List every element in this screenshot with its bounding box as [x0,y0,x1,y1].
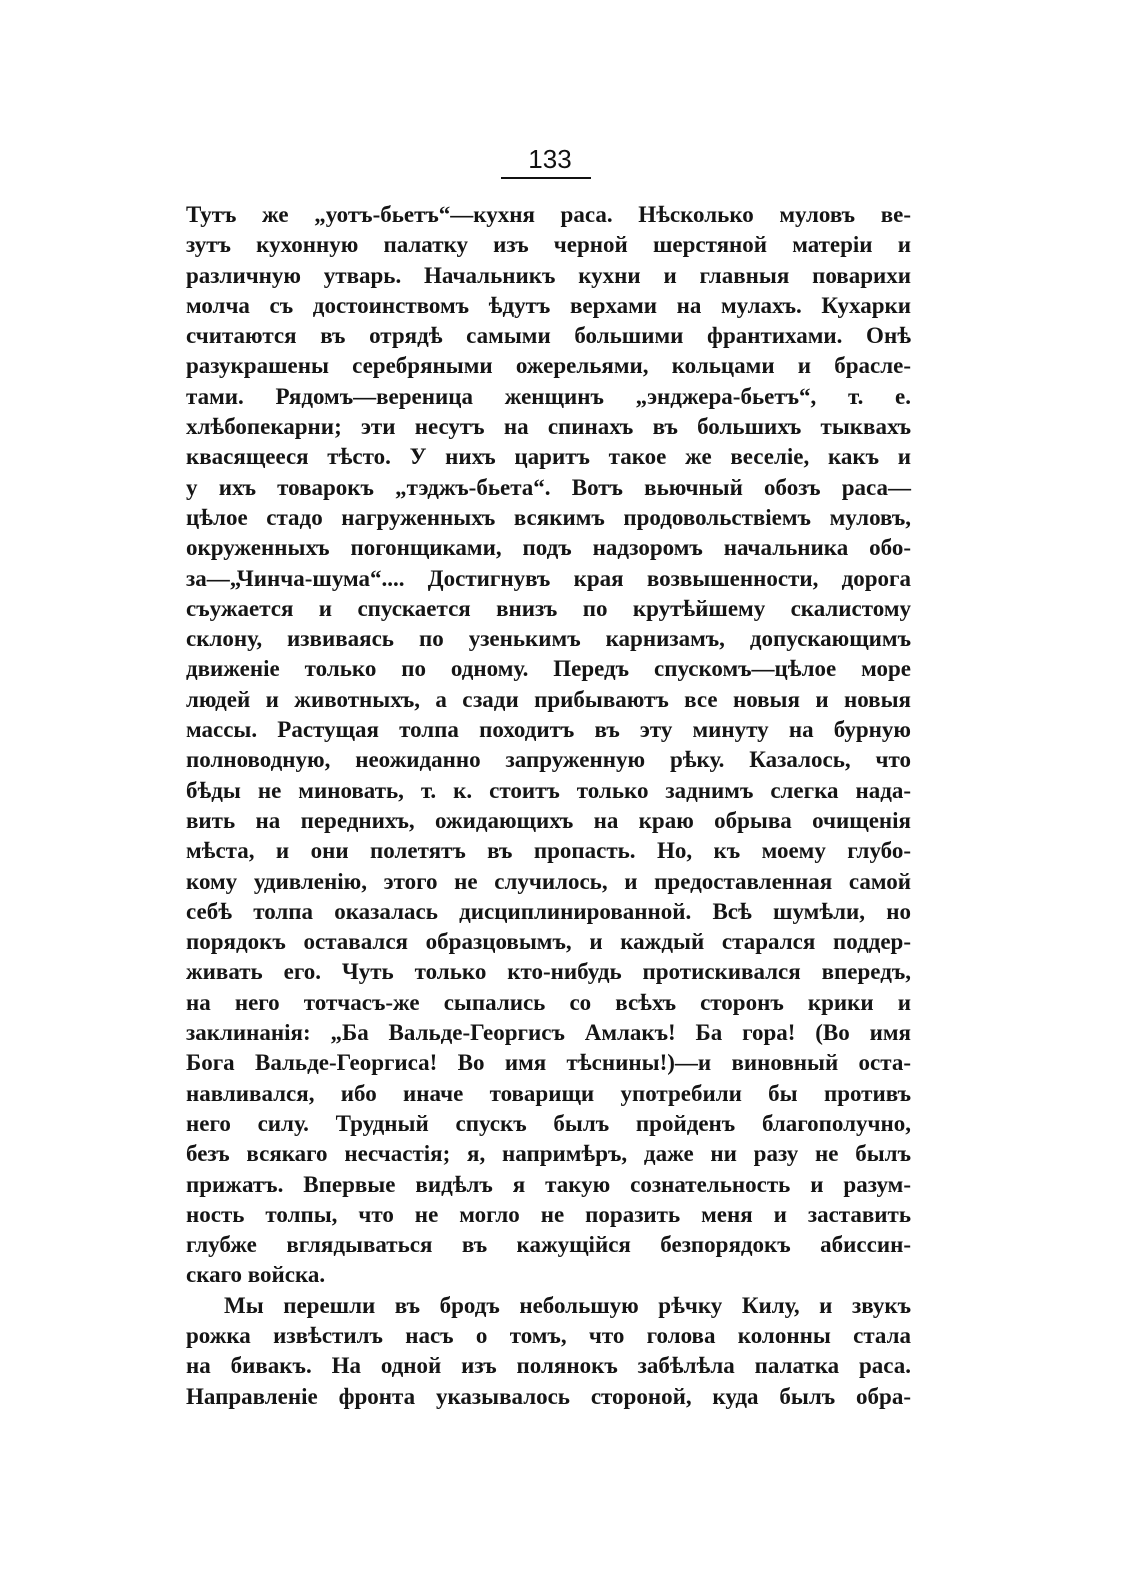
text-line: порядокъ оставался образцовымъ, и каждый старался поддер- [186,929,911,955]
text-line: считаются въ отрядѣ самыми большими франтихами. Онѣ [186,323,911,349]
text-line: цѣлое стадо нагруженныхъ всякимъ продовольствіемъ муловъ, [186,504,911,530]
text-line: безъ всякаго несчастія; я, напримѣръ, даже ни разу не былъ [186,1141,911,1167]
text-line: себѣ толпа оказалась дисциплинированной. Всѣ шумѣли, но [186,898,911,924]
text-line: скаго войска. [186,1262,326,1288]
text-line: склону, извиваясь по узенькимъ карнизамъ, допускающимъ [186,626,911,652]
text-line: окруженныхъ погонщиками, подъ надзоромъ начальника обо- [186,535,911,561]
text-line: заклинанія: „Ба Вальде-Георгисъ Амлакъ! Ба гора! (Во имя [186,1020,911,1046]
text-line: Тутъ же „уотъ-бьетъ“—кухня раса. Нѣсколько муловъ ве- [186,202,911,227]
text-line: за—„Чинча-шума“.... Достигнувъ края возвышенности, дорога [186,565,911,591]
text-line: зутъ кухонную палатку изъ черной шерстяной матеріи и [186,232,911,258]
text-line: него силу. Трудный спускъ былъ пройденъ благополучно, [186,1110,911,1136]
text-line: живать его. Чуть только кто-нибудь протискивался впередъ, [186,959,911,985]
text-line: рожка извѣстилъ насъ о томъ, что голова колонны стала [186,1322,911,1348]
text-line: кому удивленію, этого не случилось, и предоставленная самой [186,868,911,894]
text-line: Направленіе фронта указывалось стороной, куда былъ обра- [186,1383,911,1409]
text-line: ность толпы, что не могло не поразить меня и заставить [186,1201,911,1227]
body-text [186,200,911,1412]
text-line: Мы перешли въ бродъ небольшую рѣчку Килу, и звукъ [224,1292,911,1318]
text-line: Бога Вальде-Георгиса! Во имя тѣснины!)—и виновный оста- [186,1050,911,1076]
text-line: вить на переднихъ, ожидающихъ на краю обрыва очищенія [186,807,911,833]
page-number: 133 [528,144,572,174]
text-line: квасящееся тѣсто. У нихъ царитъ такое же веселіе, какъ и [186,444,911,470]
text-line: съужается и спускается внизъ по крутѣйшему скалистому [186,595,911,621]
text-line: на него тотчасъ-же сыпались со всѣхъ сторонъ крики и [186,989,911,1015]
text-line: тами. Рядомъ—вереница женщинъ „энджера-бьетъ“, т. е. [186,383,911,409]
text-line: глубже вглядываться въ кажущійся безпорядокъ абиссин- [186,1232,911,1258]
text-line: мѣста, и они полетятъ въ пропасть. Но, къ моему глубо- [186,838,911,864]
text-line: людей и животныхъ, а сзади прибываютъ все новыя и новыя [186,686,911,712]
text-line: бѣды не миновать, т. к. стоитъ только заднимъ слегка нада- [186,777,911,803]
text-line: полноводную, неожиданно запруженную рѣку. Казалось, что [186,747,911,773]
text-line: массы. Растущая толпа походитъ въ эту минуту на бурную [186,717,911,743]
text-line: движеніе только по одному. Передъ спускомъ—цѣлое море [186,656,911,682]
text-line: хлѣбопекарни; эти несутъ на спинахъ въ большихъ тыквахъ [186,414,911,440]
text-line: молча съ достоинствомъ ѣдутъ верхами на мулахъ. Кухарки [186,292,911,318]
text-line: на бивакъ. На одной изъ полянокъ забѣлѣла палатка раса. [186,1353,911,1379]
text-line: навливался, ибо иначе товарищи употребили бы противъ [186,1080,911,1106]
text-line: прижатъ. Впервые видѣлъ я такую сознательность и разум- [186,1171,911,1197]
paragraph-2 [186,1291,911,1412]
text-line: у ихъ товарокъ „тэджъ-бьета“. Вотъ вьючный обозъ раса— [186,474,911,500]
text-line: различную утварь. Начальникъ кухни и главныя поварихи [186,262,911,288]
page-number-underline [501,177,591,179]
text-line: разукрашены серебряными ожерельями, кольцами и брасле- [186,353,911,379]
paragraph-1 [186,200,911,1291]
